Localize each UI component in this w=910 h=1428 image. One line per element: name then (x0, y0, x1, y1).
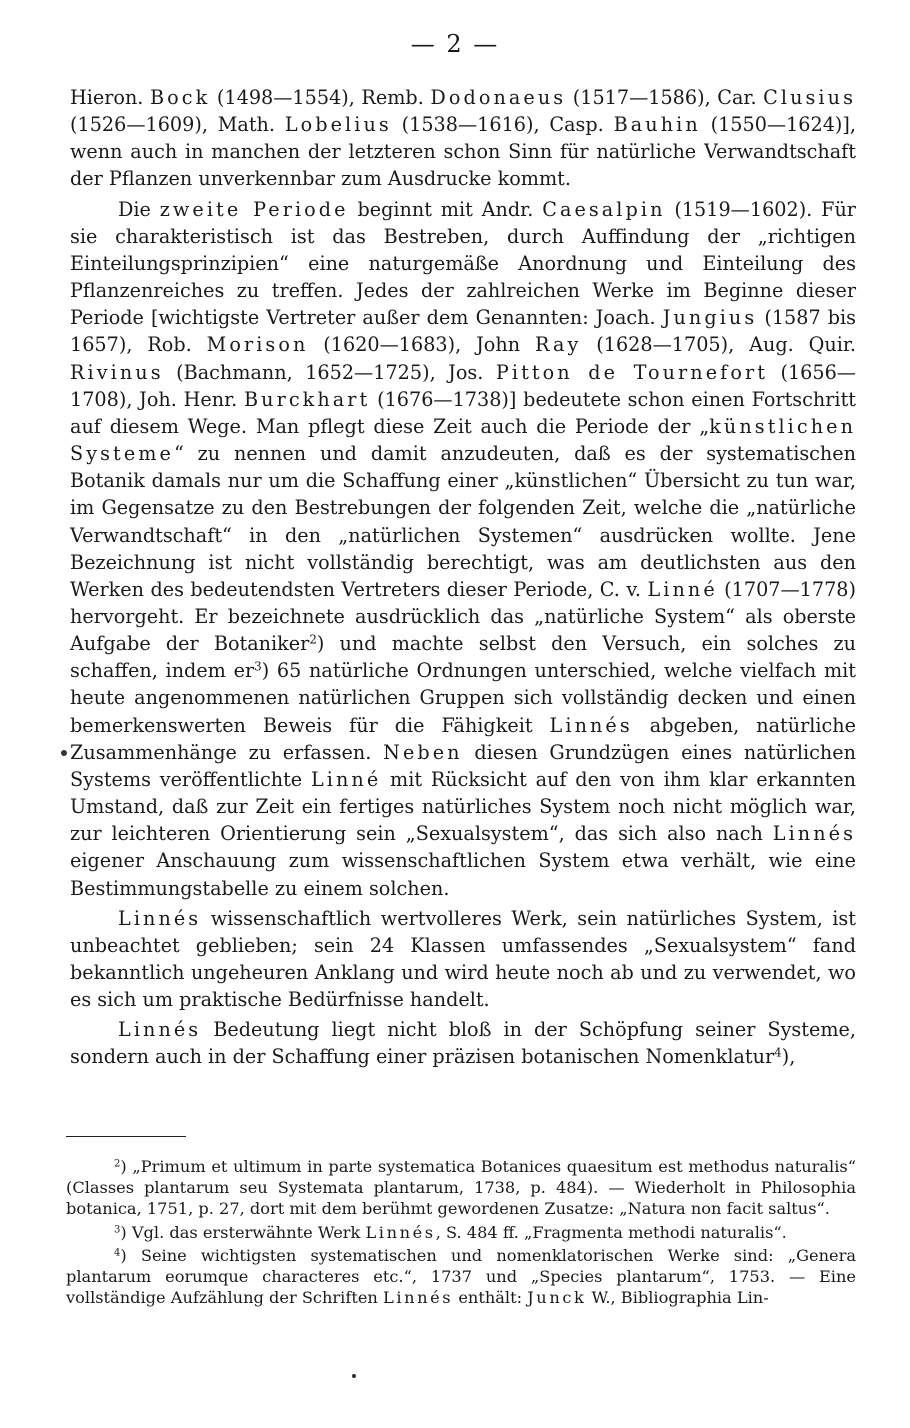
emphasis: zweite Periode (159, 197, 349, 221)
person-name: Linné (310, 767, 382, 791)
text-run: wissenschaftlich wertvolleres Werk, sein natürliches System, ist unbeachtet geblieben; sein 24 Klassen umfassendes „Sexualsystem“ fand bekanntlich ungeheuren Anklang und wird heute noch ab und zu verwendet, wo es sich um praktische Bedürfnisse handelt. (70, 906, 856, 1012)
text-run: Die (118, 197, 160, 221)
scan-speck (352, 1374, 356, 1378)
text-run: eigener Anschauung zum wissenschaftlichen System etwa verhält, wie eine Bestimmungstabelle zu einem solchen. (70, 849, 856, 900)
footnotes (66, 1156, 856, 1308)
person-name: Bock (150, 86, 211, 109)
text-run: “ zu nennen und damit anzudeuten, daß es der systematischen Botanik damals nur um die Schaffung einer „künstlichen“ Übersicht zu tun war, im Gegensatze zu den Bestrebungen der folgenden Zeit, welche die „natürliche Verwandtschaft“ in den „natürlichen Systemen“ ausdrücken wollte. Jene Bezeichnung ist nicht vollständig berechtigt, was am deutlichsten aus den Werken des bedeutendsten Vertreters dieser Periode, C. v. (70, 442, 856, 601)
person-name: Linnés (772, 822, 856, 846)
paragraph-4 (70, 1016, 856, 1070)
footnote-3 (66, 1222, 856, 1243)
text-run: (1656—1708), Joh. Henr. (70, 360, 856, 411)
footnote-number: 2 (114, 1158, 121, 1170)
page-number: — 2 — (410, 30, 500, 58)
person-name: Linnés (118, 906, 202, 930)
text-run: (1538—1616), Casp. (391, 113, 614, 137)
footnote-2 (66, 1156, 856, 1220)
person-name: Dodonaeus (430, 86, 567, 109)
footnote-text: W., Bibliographia Lin- (586, 1288, 769, 1308)
person-name: Bauhin (613, 113, 701, 137)
person-name: Linnés (118, 1018, 202, 1042)
text-run: diesen Grundzügen eines natürlichen Systems veröffentlichte (70, 740, 856, 791)
footnote-text: enthält: (453, 1288, 528, 1308)
person-name: Linnés (549, 713, 633, 737)
text-run: (1707—1778) hervorgeht. Er bezeichnete ausdrücklich das „natürliche System“ als oberste Aufgabe der Botaniker (70, 577, 857, 656)
emphasis: künstlichen Systeme (70, 414, 856, 466)
text-run: mit Rücksicht auf den von ihm klar erkannten Umstand, daß zur Zeit ein fertiges natürliches System noch nicht möglich war, zur leichteren Orientierung sein „Sexualsystem“, das sich also nach (70, 767, 856, 846)
person-name: Junck (527, 1288, 587, 1308)
footnote-marker: 2 (309, 632, 317, 647)
footnote-number: 3 (114, 1224, 121, 1236)
text-run: (1526—1609), Math. (70, 113, 285, 137)
footnote-marker: 4 (774, 1045, 782, 1060)
footnote-marker: 3 (254, 659, 262, 674)
text-run: Bedeutung liegt nicht bloß in der Schöpfung seiner Systeme, sondern auch in der Schaffung einer präzisen botanischen Nomenklatur (70, 1018, 856, 1069)
emphasis: Neben (383, 740, 463, 764)
person-name: Lobelius (284, 113, 392, 137)
text-run: beginnt mit Andr. (348, 197, 543, 221)
text-run: Hieron. (70, 86, 150, 109)
text-run: (1620—1683), John (308, 333, 535, 357)
text-run: (1628—1705), Aug. Quir. (581, 333, 856, 357)
text-run: (1587 bis 1657), Rob. (70, 306, 857, 357)
footnote-text: ) „Primum et ultimum in parte systematica Botanices quaesitum est methodus naturalis“ (Classes plantarum seu Systemata plantarum, 1738, p. 484). — Wiederholt in Philosophia botanica, 1751, p. 27, dort mit dem berühmt gewordenen Zusatze: „Natura non facit saltus“. (66, 1157, 856, 1219)
paragraph-1 (70, 84, 856, 193)
text-run: ) und machte selbst den Versuch, ein solches zu schaffen, indem er (70, 632, 856, 683)
text-run: ) 65 natürliche Ordnungen unterschied, welche vielfach mit heute angenommenen natürlichen Gruppen sich vollständig decken und einen bemerkenswerten Beweis für die Fähigkeit (70, 659, 856, 737)
footnote-text: , S. 484 ff. „Fragmenta methodi naturalis“. (435, 1222, 787, 1242)
person-name: Morison (206, 333, 309, 357)
person-name: Jungius (662, 306, 758, 330)
person-name: Pitton de Tournefort (495, 360, 768, 384)
person-name: Linnés (365, 1222, 436, 1242)
paragraph-3 (70, 905, 856, 1014)
footnote-4 (66, 1245, 856, 1309)
text-run: (1517—1586), Car. (566, 86, 764, 109)
text-run: (Bachmann, 1652—1725), Jos. (163, 360, 496, 384)
person-name: Rivinus (70, 360, 164, 384)
text-run: ), (781, 1045, 796, 1069)
person-name: Linnés (382, 1288, 454, 1308)
main-text (70, 84, 856, 1071)
paragraph-2 (70, 196, 856, 902)
text-run: (1550—1624)], wenn auch in manchen der letzteren schon Sinn für natürliche Verwandtschaft der Pflanzen unverkennbar zum Ausdrucke kommt. (70, 113, 856, 191)
person-name: Caesalpin (542, 197, 666, 221)
person-name: Linné (647, 577, 718, 601)
footnote-number: 4 (114, 1247, 121, 1259)
text-run: (1498—1554), Remb. (210, 86, 431, 109)
footnote-divider (66, 1136, 186, 1137)
person-name: Ray (534, 333, 582, 357)
text-run: abgeben, natürliche Zusammenhänge zu erfassen. (70, 713, 856, 764)
text-run: (1676—1738)] bedeutete schon einen Fortschritt auf diesem Wege. Man pflegt diese Zeit auch die Periode der „ (70, 387, 856, 438)
person-name: Burckhart (244, 387, 371, 411)
person-name: Clusius (763, 86, 856, 109)
footnote-text: ) Vgl. das ersterwähnte Werk (120, 1222, 366, 1242)
text-run: (1519—1602). Für sie charakteristisch ist das Bestreben, durch Auffindung der „richtigen Einteilungsprinzipien“ eine naturgemäße Anordnung und Einteilung des Pflanzenreiches zu treffen. Jedes der zahlreichen Werke im Beginne dieser Periode [wichtigste Vertreter außer dem Genannten: Joach. (70, 197, 856, 330)
scan-speck (61, 750, 67, 756)
footnote-text: ) Seine wichtigsten systematischen und nomenklatorischen Werke sind: „Genera plantarum eorumque characteres etc.“, 1737 und „Species plantarum“, 1753. — Eine vollständige Aufzählung der Schriften (66, 1245, 856, 1308)
